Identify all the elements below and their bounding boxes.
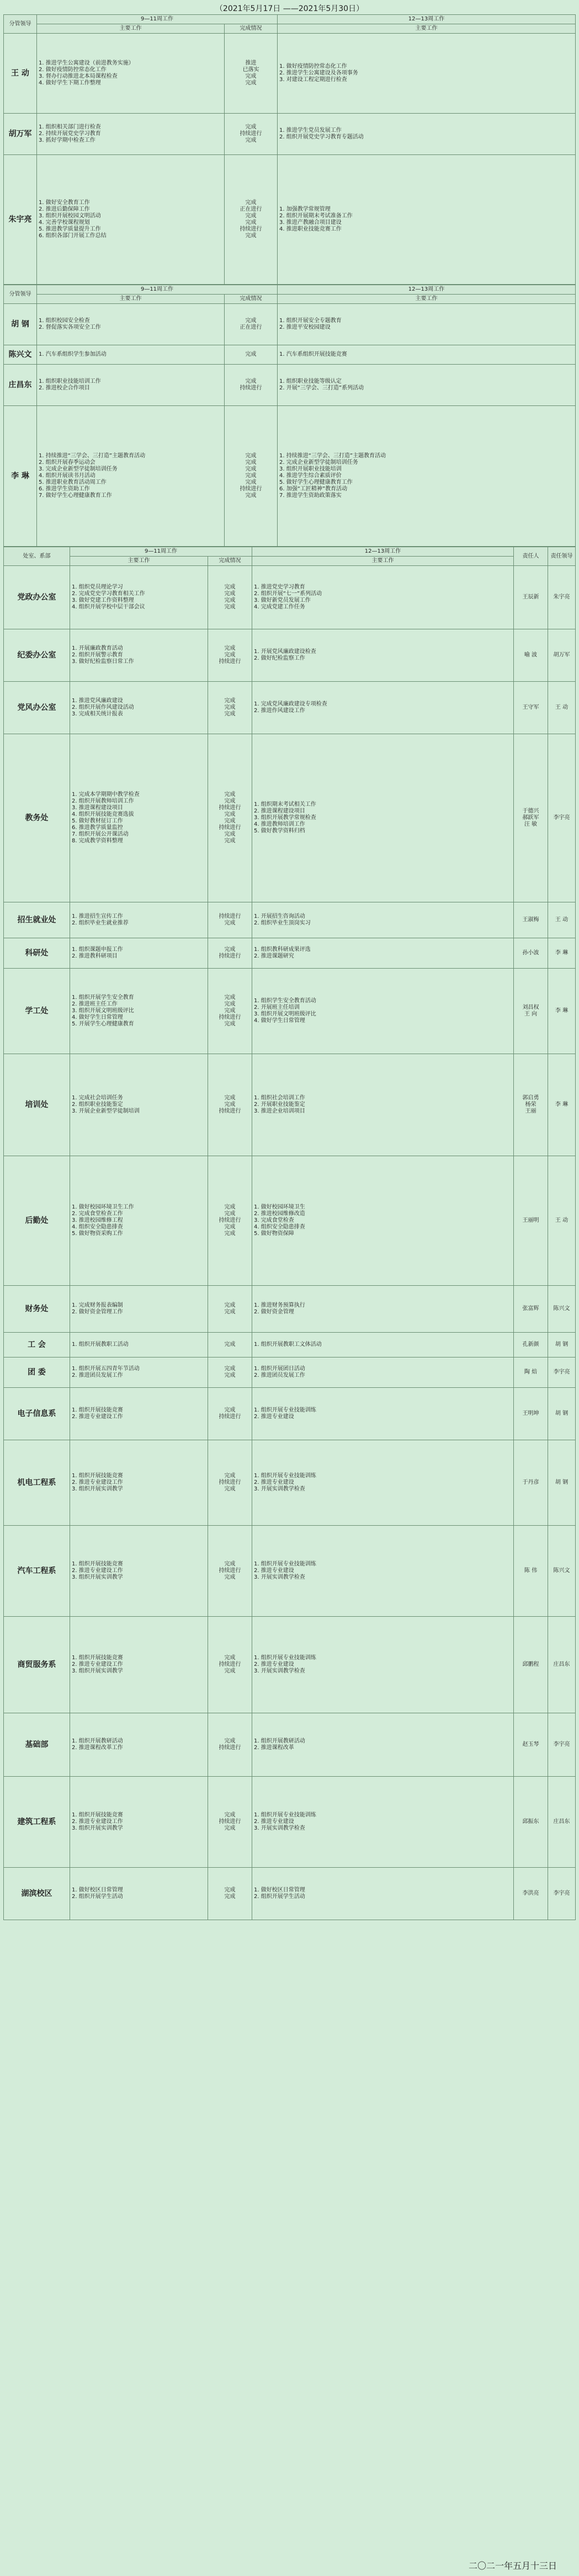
week1-status: 完成 正在进行 xyxy=(225,304,278,345)
department-row xyxy=(4,682,576,734)
dept-week1-work: 1. 组织开展学生安全教育 2. 推进班主任工作 3. 组织开展文明班级评比 4. 做好学生日常管理 5. 开展学生心理健康教育 xyxy=(70,969,208,1054)
dept-owner: 陶 焙 xyxy=(514,1358,548,1388)
dept-week2-work: 1. 组织学生安全教育活动 2. 开展班主任培训 3. 组织开展文明班级评比 4. 做好学生日常管理 xyxy=(252,969,514,1054)
dept-leader: 陈兴文 xyxy=(548,1526,576,1617)
dept-owner: 于德兴 郝跃军 汪 敏 xyxy=(514,734,548,902)
date-range-subtitle: （2021年5月17日 ——2021年5月30日） xyxy=(215,4,364,13)
week1-work: 1. 持续推进“三学会、三打造”主题教育活动 2. 组织开展春季运动会 3. 完成企业新型学徒制培训任务 4. 组织开展读书月活动 5. 推进职业教育活动周工作 6. 推进学生资助工作 7. 做好学生心理健康教育工作 xyxy=(37,406,225,547)
leader-name: 胡万军 xyxy=(4,114,37,155)
dept-week1-work: 1. 组织开展技能竞赛 2. 推进专业建设工作 3. 组织开展实训教学 xyxy=(70,1777,208,1868)
dept-week2-work: 1. 组织开展团日活动 2. 推进团员发展工作 xyxy=(252,1358,514,1388)
dept-leader: 朱宇亮 xyxy=(548,566,576,629)
leader-row xyxy=(4,365,576,406)
dept-week1-status: 完成 持续进行 xyxy=(208,1713,252,1777)
department-name: 培训处 xyxy=(4,1054,70,1156)
leader-row xyxy=(4,304,576,345)
week2-work: 1. 加强教学常规管理 2. 组织开展期末考试准备工作 3. 推进产教融合项目建设 4. 推进职业技能竞赛工作 xyxy=(278,155,576,285)
dept-week1-status: 完成 持续进行 完成 xyxy=(208,1526,252,1617)
dept-week2-work: 1. 开展党风廉政建设检查 2. 做好纪检监察工作 xyxy=(252,629,514,682)
header-owner: 责任人 xyxy=(514,547,548,566)
department-work-table xyxy=(3,547,576,1920)
dept-week1-status: 完成 完成 持续进行 完成 完成 持续进行 完成 完成 xyxy=(208,734,252,902)
dept-week2-work: 1. 组织教科研成果评选 2. 推进课题研究 xyxy=(252,938,514,969)
department-name: 党风办公室 xyxy=(4,682,70,734)
dept-owner: 王明坤 xyxy=(514,1388,548,1440)
week1-status: 推进 已落实 完成 完成 xyxy=(225,34,278,114)
dept-leader: 庄昌东 xyxy=(548,1617,576,1713)
department-row xyxy=(4,1388,576,1440)
leader-row xyxy=(4,114,576,155)
dept-week1-status: 完成 持续进行 完成 xyxy=(208,1777,252,1868)
department-name: 商贸服务系 xyxy=(4,1617,70,1713)
dept-week1-status: 完成 完成 完成 持续进行 完成 xyxy=(208,969,252,1054)
dept-week2-work: 1. 组织期末考试相关工作 2. 推进课程建设项目 3. 组织开展教学常规检查 4. 推进教师培训工作 5. 做好教学资料归档 xyxy=(252,734,514,902)
dept-leader: 胡 钢 xyxy=(548,1440,576,1526)
week1-status: 完成 持续进行 xyxy=(225,365,278,406)
dept-week1-work: 1. 组织开展五四青年节活动 2. 推进团员发展工作 xyxy=(70,1358,208,1388)
dept-owner: 刘昌权 王 向 xyxy=(514,969,548,1054)
header-responsible-leader: 责任领导 xyxy=(548,547,576,566)
week2-work: 1. 汽车系组织开展技能竞赛 xyxy=(278,345,576,365)
department-row xyxy=(4,1054,576,1156)
dept-owner: 喻 波 xyxy=(514,629,548,682)
week1-work: 1. 汽车系组织学生参加活动 xyxy=(37,345,225,365)
dept-week1-work: 1. 组织开展技能竞赛 2. 推进专业建设工作 xyxy=(70,1388,208,1440)
header-dept-main-work: 主要工作 xyxy=(70,557,208,566)
dept-week2-work: 1. 推进党史学习教育 2. 组织开展“七一”系列活动 3. 做好新党员发展工作 4. 完成党建工作任务 xyxy=(252,566,514,629)
leader-row xyxy=(4,34,576,114)
department-row xyxy=(4,1713,576,1777)
dept-week2-work: 1. 组织开展教职工文体活动 xyxy=(252,1333,514,1358)
department-row xyxy=(4,566,576,629)
department-name: 招生就业处 xyxy=(4,902,70,938)
header-main-work-b: 主要工作 xyxy=(37,295,225,304)
dept-week2-work: 1. 组织开展专业技能训练 2. 推进专业建设 3. 开展实训教学检查 xyxy=(252,1440,514,1526)
dept-leader: 李宇亮 xyxy=(548,1713,576,1777)
dept-owner: 王守军 xyxy=(514,682,548,734)
dept-week1-status: 完成 完成 xyxy=(208,1358,252,1388)
leader-name: 朱宇亮 xyxy=(4,155,37,285)
dept-week1-work: 1. 开展廉政教育活动 2. 组织开展警示教育 3. 做好纪检监察日常工作 xyxy=(70,629,208,682)
dept-leader: 李 琳 xyxy=(548,1054,576,1156)
leader-name: 李 琳 xyxy=(4,406,37,547)
leader-name: 胡 钢 xyxy=(4,304,37,345)
dept-week1-work: 1. 组织开展教研活动 2. 推进课程改革工作 xyxy=(70,1713,208,1777)
dept-owner: 李洪亮 xyxy=(514,1868,548,1920)
department-row xyxy=(4,734,576,902)
department-name: 机电工程系 xyxy=(4,1440,70,1526)
dept-week1-work: 1. 组织开展技能竞赛 2. 推进专业建设工作 3. 组织开展实训教学 xyxy=(70,1526,208,1617)
dept-week2-work: 1. 组织开展专业技能训练 2. 推进专业建设 3. 开展实训教学检查 xyxy=(252,1526,514,1617)
dept-week1-status: 完成 完成 完成 xyxy=(208,682,252,734)
dept-leader: 李宇亮 xyxy=(548,1868,576,1920)
department-row xyxy=(4,1358,576,1388)
dept-owner: 王淑梅 xyxy=(514,902,548,938)
department-name: 财务处 xyxy=(4,1286,70,1333)
header-completion: 完成情况 xyxy=(225,24,278,34)
leader-row xyxy=(4,155,576,285)
dept-week2-work: 1. 组织开展专业技能训练 2. 推进专业建设 3. 开展实训教学检查 xyxy=(252,1777,514,1868)
dept-leader: 胡 钢 xyxy=(548,1333,576,1358)
week1-work: 1. 推进学生公寓建设（前进教务实施） 2. 做好疫情防控常态化工作 3. 督办行动推进北本局课程检查 4. 做好学生下期工作整理 xyxy=(37,34,225,114)
dept-leader: 李宇亮 xyxy=(548,1358,576,1388)
department-name: 科研处 xyxy=(4,938,70,969)
leader-name: 王 动 xyxy=(4,34,37,114)
week1-work: 1. 组织校园安全检查 2. 督促落实各项安全工作 xyxy=(37,304,225,345)
header-main-work-2: 主要工作 xyxy=(278,24,576,34)
dept-week1-work: 1. 组织开展技能竞赛 2. 推进专业建设工作 3. 组织开展实训教学 xyxy=(70,1440,208,1526)
dept-owner: 郭启勇 杨荣 王丽 xyxy=(514,1054,548,1156)
department-name: 建筑工程系 xyxy=(4,1777,70,1868)
dept-week2-work: 1. 组织社会培训工作 2. 开展职业技能鉴定 3. 推进企业培训项目 xyxy=(252,1054,514,1156)
department-row xyxy=(4,1868,576,1920)
dept-week1-status: 完成 完成 持续进行 完成 完成 xyxy=(208,1156,252,1286)
department-name: 团 委 xyxy=(4,1358,70,1388)
week2-work: 1. 做好疫情防控常态化工作 2. 推进学生公寓建设及各项事务 3. 对建设工程定期进行检查 xyxy=(278,34,576,114)
department-row xyxy=(4,1286,576,1333)
header-week-2b: 12—13周工作 xyxy=(278,285,576,295)
dept-leader: 王 动 xyxy=(548,1156,576,1286)
leader-work-table-1 xyxy=(3,14,576,285)
week1-work: 1. 做好安全教育工作 2. 推进后勤保障工作 3. 组织开展校园文明活动 4. 完善学校课程规划 5. 推进教学质量提升工作 6. 组织各部门开展工作总结 xyxy=(37,155,225,285)
leader-name: 陈兴文 xyxy=(4,345,37,365)
department-row xyxy=(4,1617,576,1713)
dept-week1-status: 完成 持续进行 完成 xyxy=(208,1440,252,1526)
dept-week1-work: 1. 组织开展教职工活动 xyxy=(70,1333,208,1358)
department-name: 基础部 xyxy=(4,1713,70,1777)
header-main-work: 主要工作 xyxy=(37,24,225,34)
dept-owner: 王辰新 xyxy=(514,566,548,629)
week2-work: 1. 组织职业技能等级认定 2. 开展“三学会、三打造”系列活动 xyxy=(278,365,576,406)
dept-leader: 李 琳 xyxy=(548,938,576,969)
leader-name: 庄昌东 xyxy=(4,365,37,406)
dept-owner: 孙小波 xyxy=(514,938,548,969)
dept-week1-status: 完成 完成 完成 完成 xyxy=(208,566,252,629)
dept-week1-status: 完成 完成 xyxy=(208,1868,252,1920)
dept-week2-work: 1. 组织开展教研活动 2. 推进课程改革 xyxy=(252,1713,514,1777)
dept-week2-work: 1. 做好校园环境卫生 2. 推进校园维修改造 3. 完成食堂检查 4. 组织安全隐患排查 5. 做好物资保障 xyxy=(252,1156,514,1286)
dept-week1-work: 1. 推进党风廉政建设 2. 组织开展作风建设活动 3. 完成相关统计报表 xyxy=(70,682,208,734)
department-name: 电子信息系 xyxy=(4,1388,70,1440)
dept-week1-status: 完成 完成 持续进行 xyxy=(208,629,252,682)
dept-week1-status: 完成 完成 xyxy=(208,1286,252,1333)
dept-owner: 孔新颜 xyxy=(514,1333,548,1358)
department-name: 党政办公室 xyxy=(4,566,70,629)
dept-owner: 王丽明 xyxy=(514,1156,548,1286)
dept-owner: 张富辉 xyxy=(514,1286,548,1333)
department-row xyxy=(4,1440,576,1526)
department-name: 湖滨校区 xyxy=(4,1868,70,1920)
department-name: 学工处 xyxy=(4,969,70,1054)
dept-owner: 邱鹏程 xyxy=(514,1617,548,1713)
department-row xyxy=(4,938,576,969)
header-main-work-b2: 主要工作 xyxy=(278,295,576,304)
dept-week1-work: 1. 推进招生宣传工作 2. 组织毕业生就业推荐 xyxy=(70,902,208,938)
dept-leader: 李 琳 xyxy=(548,969,576,1054)
department-name: 工 会 xyxy=(4,1333,70,1358)
header-dept-completion: 完成情况 xyxy=(208,557,252,566)
dept-week2-work: 1. 推进财务预算执行 2. 做好资金管理 xyxy=(252,1286,514,1333)
header-completion-b: 完成情况 xyxy=(225,295,278,304)
dept-week2-work: 1. 组织开展专业技能训练 2. 推进专业建设 3. 开展实训教学检查 xyxy=(252,1617,514,1713)
dept-week1-status: 完成 持续进行 xyxy=(208,938,252,969)
week1-status: 完成 正在进行 完成 完成 持续进行 完成 xyxy=(225,155,278,285)
dept-leader: 王 动 xyxy=(548,902,576,938)
dept-leader: 胡 钢 xyxy=(548,1388,576,1440)
department-row xyxy=(4,1333,576,1358)
dept-week1-work: 1. 完成本学期期中教学检查 2. 组织开展教师培训工作 3. 推进课程建设项目 4. 组织开展技能竞赛选拔 5. 做好教材征订工作 6. 推进教学质量监控 7. 组织开展公开课活动 8. 完成教学资料整理 xyxy=(70,734,208,902)
dept-leader: 陈兴文 xyxy=(548,1286,576,1333)
leader-row xyxy=(4,345,576,365)
dept-leader: 王 动 xyxy=(548,682,576,734)
dept-leader: 胡万军 xyxy=(548,629,576,682)
header-leader: 分管领导 xyxy=(4,15,37,34)
department-row xyxy=(4,629,576,682)
dept-week1-work: 1. 做好校区日常管理 2. 组织开展学生活动 xyxy=(70,1868,208,1920)
dept-week2-work: 1. 做好校区日常管理 2. 组织开展学生活动 xyxy=(252,1868,514,1920)
dept-owner: 赵玉琴 xyxy=(514,1713,548,1777)
issue-date: 二〇二一年五月十三日 xyxy=(468,2561,557,2571)
dept-owner: 陈 伟 xyxy=(514,1526,548,1617)
dept-week1-work: 1. 完成社会培训任务 2. 组织职业技能鉴定 3. 开展企业新型学徒制培训 xyxy=(70,1054,208,1156)
week2-work: 1. 推进学生党员发展工作 2. 组织开展党史学习教育专题活动 xyxy=(278,114,576,155)
dept-week1-work: 1. 组织开展技能竞赛 2. 推进专业建设工作 3. 组织开展实训教学 xyxy=(70,1617,208,1713)
dept-week1-status: 完成 持续进行 完成 xyxy=(208,1617,252,1713)
dept-week1-status: 完成 xyxy=(208,1333,252,1358)
dept-owner: 于丹彦 xyxy=(514,1440,548,1526)
header-leader-2: 分管领导 xyxy=(4,285,37,304)
dept-week1-status: 持续进行 完成 xyxy=(208,902,252,938)
dept-week1-work: 1. 完成财务报表编制 2. 做好资金管理工作 xyxy=(70,1286,208,1333)
dept-week2-work: 1. 完成党风廉政建设专项检查 2. 推进作风建设工作 xyxy=(252,682,514,734)
dept-owner: 邱振东 xyxy=(514,1777,548,1868)
department-name: 纪委办公室 xyxy=(4,629,70,682)
department-row xyxy=(4,969,576,1054)
dept-week1-work: 1. 组织课题申报工作 2. 推进教科研项目 xyxy=(70,938,208,969)
dept-week1-work: 1. 做好校园环境卫生工作 2. 完成食堂检查工作 3. 推进校园维修工程 4. 组织安全隐患排查 5. 做好物资采购工作 xyxy=(70,1156,208,1286)
header-department: 处室、系部 xyxy=(4,547,70,566)
dept-week1-work: 1. 组织党员理论学习 2. 完成党史学习教育相关工作 3. 做好党建工作资料整理 4. 组织开展学校中层干部会议 xyxy=(70,566,208,629)
week1-status: 完成 持续进行 完成 xyxy=(225,114,278,155)
dept-week2-work: 1. 开展招生咨询活动 2. 组织毕业生顶岗实习 xyxy=(252,902,514,938)
department-name: 后勤处 xyxy=(4,1156,70,1286)
header-week-1: 9—11周工作 xyxy=(37,15,278,24)
week1-work: 1. 组织职业技能培训工作 2. 推进校企合作项目 xyxy=(37,365,225,406)
department-row xyxy=(4,902,576,938)
dept-leader: 庄昌东 xyxy=(548,1777,576,1868)
header-week-2: 12—13周工作 xyxy=(278,15,576,24)
week2-work: 1. 持续推进“三学会、三打造”主题教育活动 2. 完成企业新型学徒制培训任务 3. 组织开展职业技能培训 4. 推进学生综合素质评价 5. 做好学生心理健康教育工作 6. 加强“工匠精神”教育活动 7. 推进学生资助政策落实 xyxy=(278,406,576,547)
dept-week1-status: 完成 完成 持续进行 xyxy=(208,1054,252,1156)
header-dept-main-work-2: 主要工作 xyxy=(252,557,514,566)
department-name: 汽车工程系 xyxy=(4,1526,70,1617)
header-dept-week-1: 9—11周工作 xyxy=(70,547,252,557)
dept-week1-status: 完成 持续进行 xyxy=(208,1388,252,1440)
department-row xyxy=(4,1777,576,1868)
header-week-1b: 9—11周工作 xyxy=(37,285,278,295)
department-name: 教务处 xyxy=(4,734,70,902)
leader-work-table-2 xyxy=(3,285,576,547)
department-row xyxy=(4,1156,576,1286)
department-row xyxy=(4,1526,576,1617)
week1-work: 1. 组织相关部门进行检查 2. 持续开展党史学习教育 3. 抓好学期中检查工作 xyxy=(37,114,225,155)
leader-row xyxy=(4,406,576,547)
header-dept-week-2: 12—13周工作 xyxy=(252,547,514,557)
dept-week2-work: 1. 组织开展专业技能训练 2. 推进专业建设 xyxy=(252,1388,514,1440)
week1-status: 完成 完成 完成 完成 完成 持续进行 完成 xyxy=(225,406,278,547)
dept-leader: 李宇亮 xyxy=(548,734,576,902)
week2-work: 1. 组织开展安全专题教育 2. 推进平安校园建设 xyxy=(278,304,576,345)
week1-status: 完成 xyxy=(225,345,278,365)
